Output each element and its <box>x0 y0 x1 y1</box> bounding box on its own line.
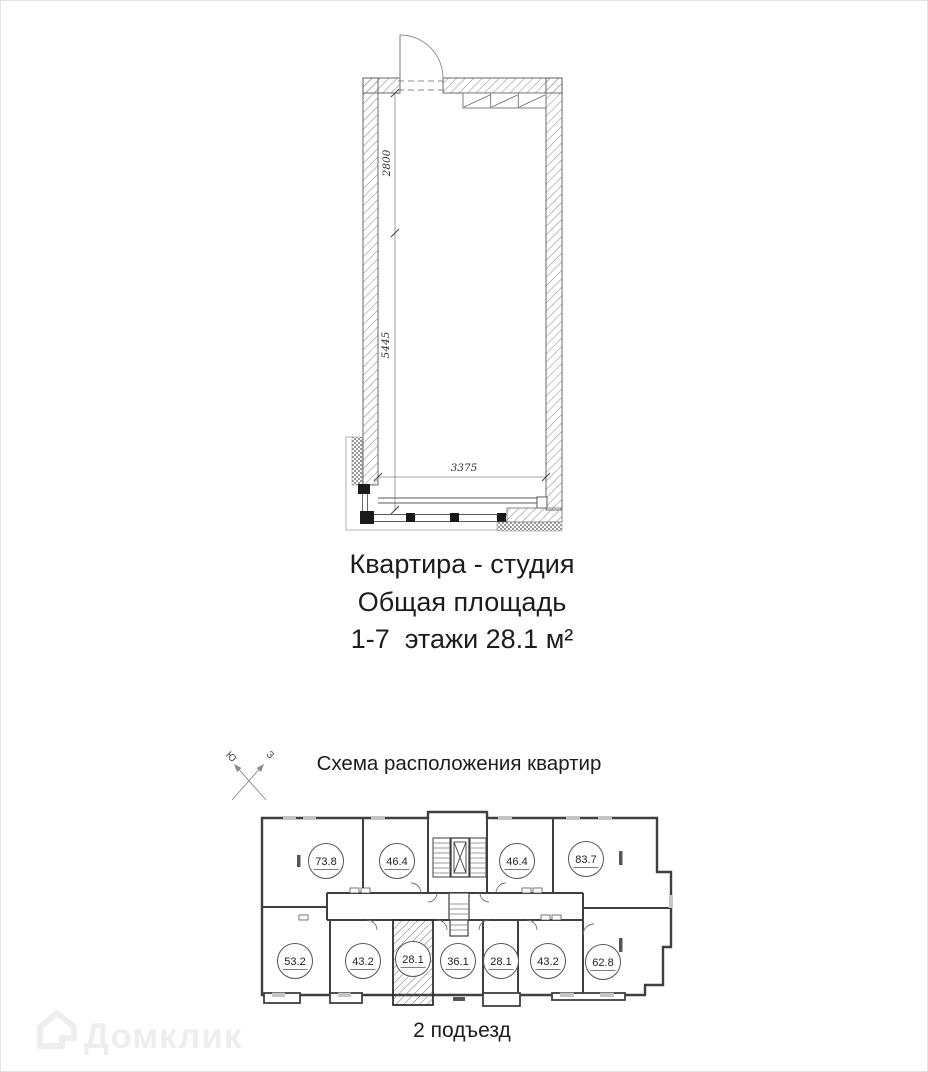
unit-area: 46.4 <box>506 856 528 868</box>
unit-badge <box>500 844 535 879</box>
unit-area: 53.2 <box>284 956 306 968</box>
unit-badge <box>484 944 519 979</box>
domklik-watermark <box>40 1013 242 1056</box>
door-swing-arc <box>400 35 443 78</box>
dim-upper-segment: 2800 <box>381 149 393 177</box>
unit-area: 28.1 <box>490 956 512 968</box>
unit-area: 73.8 <box>315 856 337 868</box>
dim-width: 3375 <box>450 462 478 474</box>
unit-badge <box>569 842 604 877</box>
wardrobe <box>463 93 546 108</box>
location-scheme <box>223 749 673 1042</box>
entrance-vestibule <box>449 893 469 920</box>
wall-right <box>546 78 562 510</box>
window-wall <box>378 497 547 508</box>
scheme-title: Схема расположения квартир <box>316 752 602 775</box>
unit-badge-highlighted <box>396 942 431 977</box>
mullion-corner <box>360 511 374 524</box>
compass-icon <box>223 749 275 800</box>
unit-area: 83.7 <box>575 854 597 866</box>
mullion-post <box>358 484 370 494</box>
compass-south-label: Ю <box>223 749 239 765</box>
unit-badge <box>346 944 381 979</box>
wall-left <box>363 78 378 485</box>
unit-badge <box>586 945 621 980</box>
unit-badge <box>309 844 344 879</box>
stair-elevator-core <box>428 812 487 936</box>
unit-area: 62.8 <box>592 957 614 969</box>
dim-lower-segment: 5445 <box>380 331 392 359</box>
unit-badge <box>441 944 476 979</box>
neighbor-wall-checker-bottom <box>497 522 562 531</box>
mullion-post <box>450 513 459 522</box>
stairs-right <box>470 838 486 877</box>
entrance-door <box>398 35 445 90</box>
watermark-text: Домклик <box>84 1017 243 1056</box>
unit-area: 43.2 <box>537 956 559 968</box>
unit-area: 28.1 <box>402 954 424 966</box>
neighbor-wall-hatch <box>507 508 562 522</box>
unit-badge <box>278 944 313 979</box>
column <box>537 497 547 508</box>
mullion-post <box>497 513 506 522</box>
unit-area: 43.2 <box>352 956 374 968</box>
mullion-post <box>406 513 415 522</box>
unit-area: 36.1 <box>447 956 469 968</box>
house-logo-icon <box>40 1013 74 1046</box>
entrance-label: 2 подъезд <box>413 1019 511 1042</box>
caption-line-1: Квартира - студия <box>349 549 575 579</box>
dimension-vertical <box>380 89 399 514</box>
studio-floor-plan <box>346 35 562 531</box>
unit-area: 46.4 <box>386 856 408 868</box>
caption-line-2: Общая площадь <box>357 587 567 617</box>
compass-west-label: З <box>263 749 276 762</box>
unit-badge <box>531 944 566 979</box>
caption <box>350 549 575 654</box>
unit-area-badges-bottom <box>278 942 621 980</box>
dimension-horizontal <box>374 462 550 481</box>
unit-badge <box>380 844 415 879</box>
wall-top-right <box>443 78 562 93</box>
caption-line-3: 1-7 этажи 28.1 м² <box>350 624 574 654</box>
entrance-steps <box>450 920 468 936</box>
neighbor-wall-checker-left <box>352 437 362 485</box>
stairs-left <box>433 838 450 877</box>
